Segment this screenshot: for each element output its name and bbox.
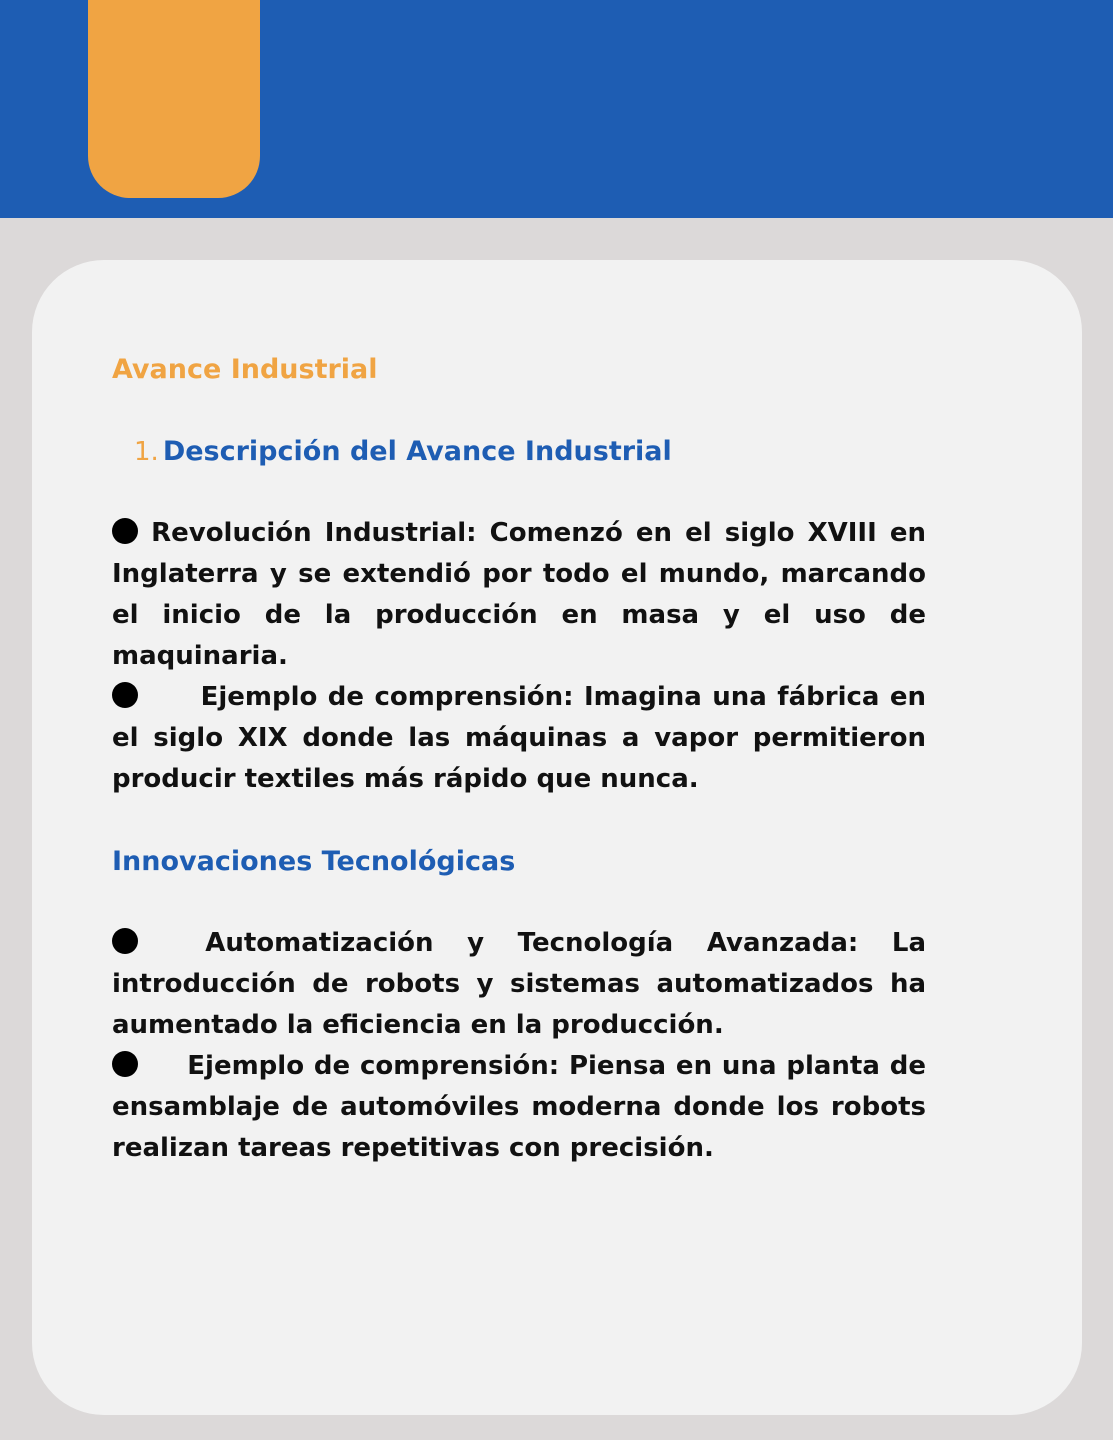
bullet-paragraph [112, 677, 926, 800]
bullet-text: Automatización y Tecnología Avanzada: La introducción de robots y sistemas automatizados ha aumentado la eficiencia en la producción. [112, 928, 926, 1040]
subsection-title: Descripción del Avance Industrial [162, 436, 672, 467]
document-content [112, 349, 926, 1169]
list-number: 1. [134, 437, 159, 467]
bullet-text: Ejemplo de comprensión: Imagina una fábrica en el siglo XIX donde las máquinas a vapor permitieron producir textiles más rápido que nunca. [112, 682, 927, 794]
bullet-paragraph [112, 923, 926, 1046]
bullet-paragraph [112, 1046, 926, 1169]
bullet-icon [112, 928, 138, 954]
bullet-text: Ejemplo de comprensión: Piensa en una planta de ensamblaje de automóviles moderna donde los robots realizan tareas repetitivas con precisión. [112, 1051, 926, 1163]
bullet-icon [112, 1051, 138, 1077]
bullet-icon [112, 682, 138, 708]
header-tab [88, 0, 260, 198]
bullet-paragraph [112, 513, 926, 677]
section-title-avance-industrial: Avance Industrial [112, 354, 378, 385]
bullet-icon [112, 518, 138, 544]
bullet-text: Revolución Industrial: Comenzó en el siglo XVIII en Inglaterra y se extendió por todo el mundo, marcando el inicio de la producción en masa y el uso de maquinaria. [112, 518, 926, 671]
numbered-heading [112, 431, 926, 472]
section-title-innovaciones: Innovaciones Tecnológicas [112, 846, 516, 877]
